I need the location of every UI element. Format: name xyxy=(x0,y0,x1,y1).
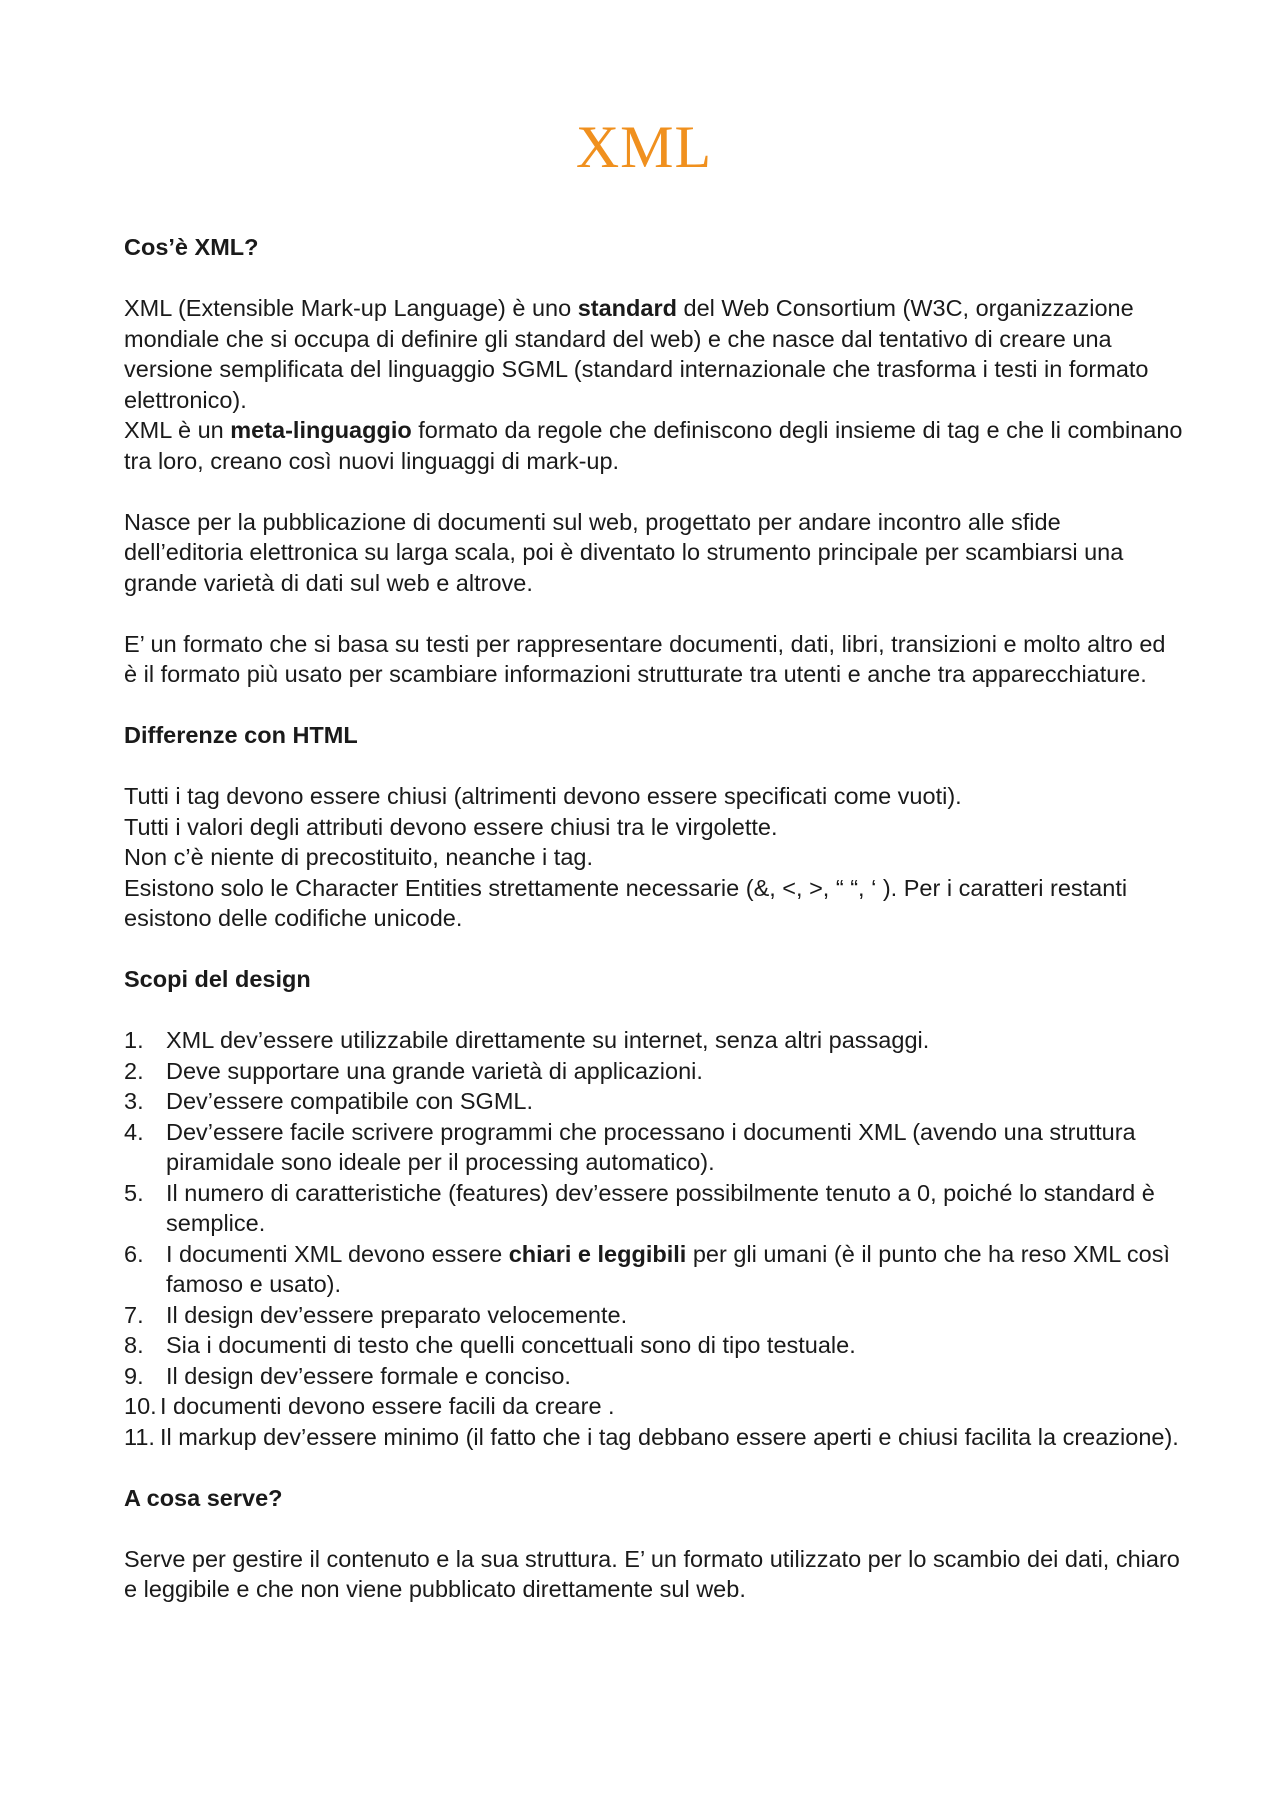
document-body xyxy=(124,232,1184,1605)
paragraph-purpose: Serve per gestire il contenuto e la sua struttura. E’ un formato utilizzato per lo scambio dei dati, chiaro e leggibile e che non viene pubblicato direttamente sul web. xyxy=(124,1545,1180,1602)
list-item: 3. Dev’essere compatibile con SGML. xyxy=(124,1088,534,1114)
list-item: 9. Il design dev’essere formale e conciso. xyxy=(124,1362,571,1389)
list-item: 11. Il markup dev’essere minimo (il fatto che i tag debbano essere aperti e chiusi facilita la creazione). xyxy=(124,1423,1179,1450)
document-title: XML xyxy=(575,114,713,180)
section-heading-differenze: Differenze con HTML xyxy=(124,722,358,748)
paragraph-origin: Nasce per la pubblicazione di documenti sul web, progettato per andare incontro alle sfide dell’editoria elettronica su larga scala, poi è diventato lo strumento principale per scambiarsi una grande varietà di dati sul web e altrove. xyxy=(124,508,1124,596)
paragraph-definition: XML (Extensible Mark-up Language) è uno standard del Web Consortium (W3C, organizzazione mondiale che si occupa di definire gli standard del web) e che nasce dal tentativo di creare una versione semplificata del linguaggio SGML (standard internazionale che trasforma i testi in formato elettronico). xyxy=(124,295,1149,413)
list-item: 7. Il design dev’essere preparato velocemente. xyxy=(124,1301,628,1328)
difference-line: Esistono solo le Character Entities strettamente necessarie (&, <, >, “ “, ‘ ). Per i caratteri restanti esistono delle codifiche unicode. xyxy=(124,874,1128,931)
section-heading-a-cosa-serve: A cosa serve? xyxy=(124,1484,283,1511)
list-item: 1. XML dev’essere utilizzabile direttamente su internet, senza altri passaggi. xyxy=(124,1027,930,1053)
list-item: 5. Il numero di caratteristiche (features) dev’essere possibilmente tenuto a 0, poiché lo standard è semplice. xyxy=(124,1179,1155,1236)
list-item: 2. Deve supportare una grande varietà di applicazioni. xyxy=(124,1057,703,1084)
list-item: 8. Sia i documenti di testo che quelli concettuali sono di tipo testuale. xyxy=(124,1332,856,1358)
difference-line: Non c’è niente di precostituito, neanche i tag. xyxy=(124,844,593,870)
list-item: 6. I documenti XML devono essere chiari e leggibili per gli umani (è il punto che ha reso XML così famoso e usato). xyxy=(124,1240,1171,1297)
list-item: 4. Dev’essere facile scrivere programmi che processano i documenti XML (avendo una struttura piramidale sono ideale per il processing automatico). xyxy=(124,1118,1136,1175)
design-goals-list xyxy=(124,1025,1184,1452)
list-item: 10. I documenti devono essere facili da creare . xyxy=(124,1393,615,1419)
section-heading-scopi: Scopi del design xyxy=(124,966,311,992)
difference-line: Tutti i valori degli attributi devono essere chiusi tra le virgolette. xyxy=(124,813,778,840)
difference-line: Tutti i tag devono essere chiusi (altrimenti devono essere specificati come vuoti). xyxy=(124,783,962,809)
paragraph-format: E’ un formato che si basa su testi per rappresentare documenti, dati, libri, transizioni e molto altro ed è il formato più usato per scambiare informazioni strutturate tra utenti e anche tra apparecchiature. xyxy=(124,630,1166,687)
section-heading-cos-e: Cos’è XML? xyxy=(124,234,259,260)
paragraph-meta-language: XML è un meta-linguaggio formato da regole che definiscono degli insieme di tag e che li combinano tra loro, creano così nuovi linguaggi di mark-up. xyxy=(124,417,1183,474)
